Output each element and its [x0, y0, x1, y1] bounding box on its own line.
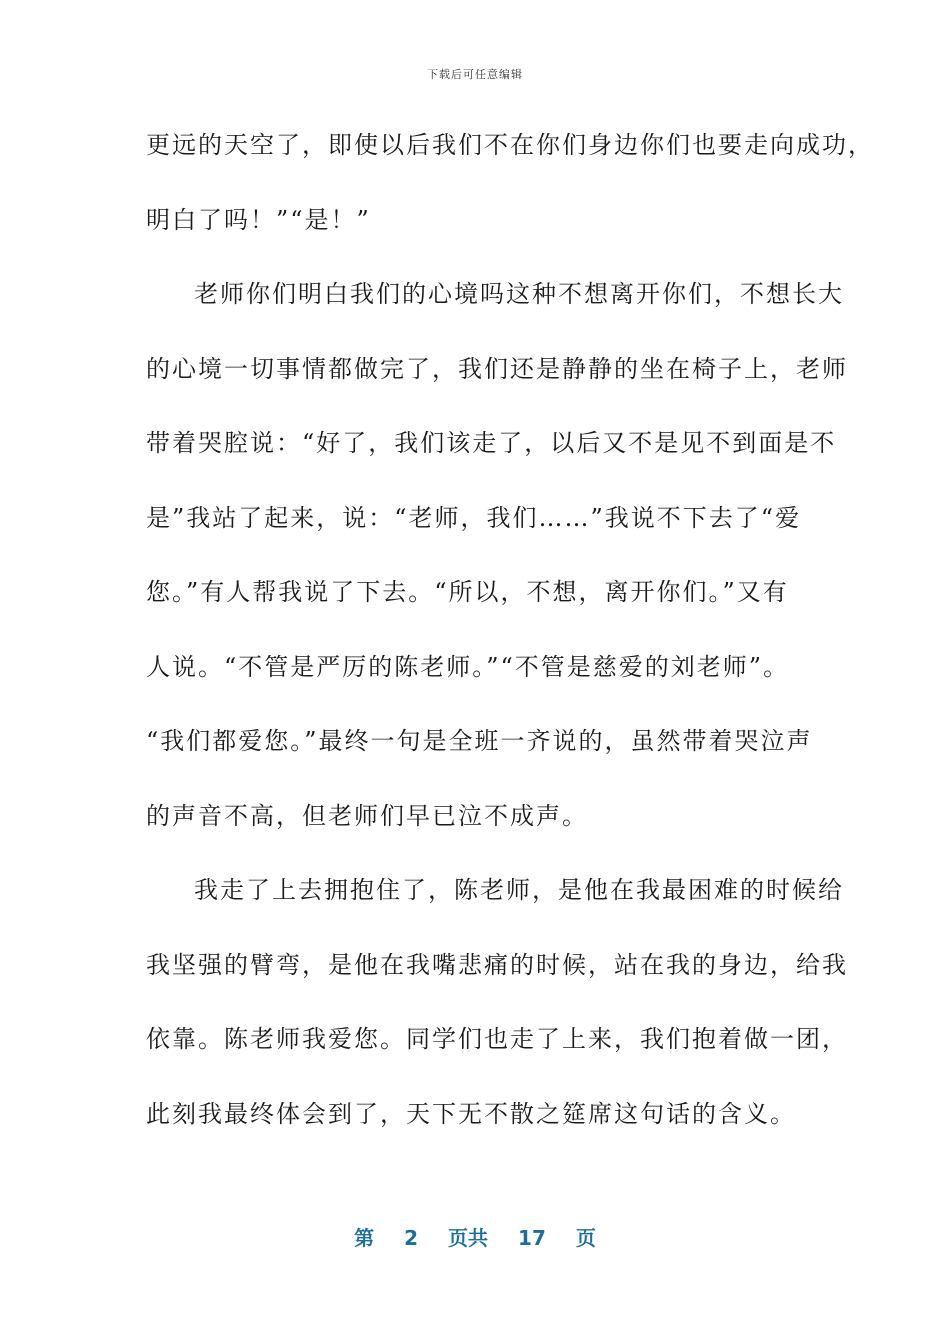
text-line: 人说。“不管是严厉的陈老师。”“不管是慈爱的刘老师”。: [146, 652, 790, 681]
page-suffix: 页: [575, 1226, 596, 1250]
text-line: “我们都爱您。”最终一句是全班一齐说的，虽然带着哭泣声: [146, 727, 813, 755]
header-note: 下载后可任意编辑: [427, 68, 523, 81]
page-number-footer: [0, 1222, 950, 1251]
text-line: 明白了吗！”“是！”: [146, 205, 371, 234]
text-line: 您。”有人帮我说了下去。“所以，不想，离开你们。”又有: [146, 578, 789, 606]
text-line: 依靠。陈老师我爱您。同学们也走了上来，我们抱着做一团，: [146, 1025, 848, 1053]
text-line: 我走了上去拥抱住了，陈老师，是他在我最困难的时候给: [194, 876, 844, 904]
text-line: 的声音不高，但老师们早已泣不成声。: [146, 801, 588, 830]
text-line: 更远的天空了，即使以后我们不在你们身边你们也要走向成功，: [146, 131, 874, 159]
page-prefix: 第: [354, 1226, 375, 1250]
text-line: 带着哭腔说：“好了，我们该走了，以后又不是见不到面是不: [146, 429, 837, 457]
text-line: 此刻我最终体会到了，天下无不散之筵席这句话的含义。: [146, 1099, 796, 1128]
text-line: 的心境一切事情都做完了，我们还是静静的坐在椅子上，老师: [146, 354, 848, 383]
text-line: 我坚强的臂弯，是他在我嘴悲痛的时候，站在我的身边，给我: [146, 950, 848, 979]
text-line: 老师你们明白我们的心境吗这种不想离开你们，不想长大: [194, 280, 844, 308]
current-page-number: 2: [404, 1226, 419, 1250]
total-pages-number: 17: [518, 1226, 546, 1250]
page-mid-text: 页共: [448, 1226, 489, 1250]
document-body: [146, 118, 874, 1161]
text-line: 是”我站了起来，说：“老师，我们……”我说不下去了“爱: [146, 503, 802, 532]
